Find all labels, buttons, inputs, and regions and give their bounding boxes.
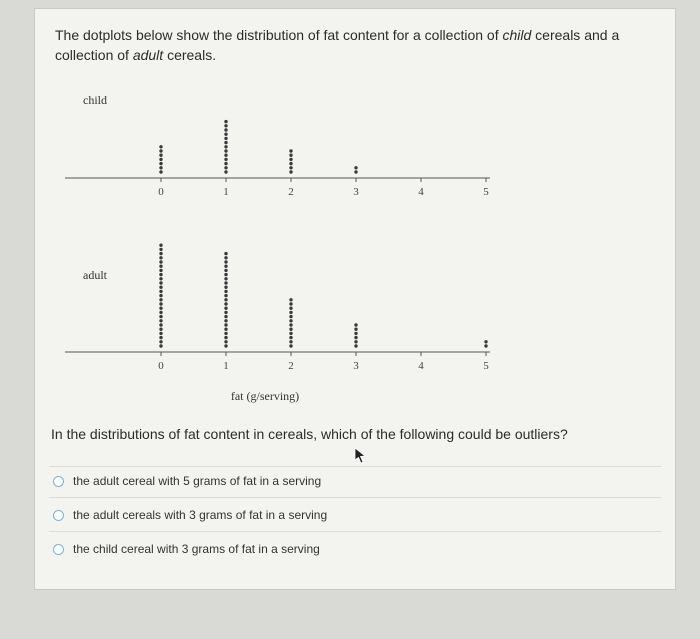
divider xyxy=(49,531,661,532)
dot-adult-1 xyxy=(224,344,227,347)
dot-child-1 xyxy=(224,128,227,131)
dot-adult-0 xyxy=(159,252,162,255)
option-child-3[interactable] xyxy=(53,537,320,561)
series-label-child: child xyxy=(83,93,107,107)
dot-child-3 xyxy=(354,166,357,169)
dot-child-1 xyxy=(224,166,227,169)
tick-label: 5 xyxy=(483,186,489,198)
tick-label: 1 xyxy=(223,360,229,372)
dot-adult-0 xyxy=(159,332,162,335)
dot-child-2 xyxy=(289,162,292,165)
mouse-cursor-icon xyxy=(353,447,367,465)
dot-adult-0 xyxy=(159,307,162,310)
dot-adult-1 xyxy=(224,319,227,322)
dot-adult-0 xyxy=(159,269,162,272)
dot-adult-1 xyxy=(224,311,227,314)
dot-child-2 xyxy=(289,158,292,161)
dot-adult-2 xyxy=(289,298,292,301)
prompt-emphasis-adult: adult xyxy=(132,47,164,63)
divider xyxy=(49,497,661,498)
dot-child-1 xyxy=(224,133,227,136)
divider xyxy=(49,466,661,467)
dot-adult-0 xyxy=(159,302,162,305)
question-text: In the distributions of fat content in cereals, which of the following could be outliers? xyxy=(51,426,568,442)
dot-adult-2 xyxy=(289,307,292,310)
dot-adult-1 xyxy=(224,256,227,259)
dot-child-2 xyxy=(289,170,292,173)
prompt-part: cereals and a collection of xyxy=(55,27,620,63)
dot-adult-1 xyxy=(224,328,227,331)
dot-adult-5 xyxy=(484,340,487,343)
dot-adult-0 xyxy=(159,290,162,293)
dot-adult-0 xyxy=(159,281,162,284)
radio-button[interactable] xyxy=(53,544,64,555)
x-axis-label: fat (g/serving) xyxy=(230,389,300,403)
dot-adult-2 xyxy=(289,311,292,314)
dot-adult-0 xyxy=(159,248,162,251)
dot-adult-2 xyxy=(289,323,292,326)
dot-child-1 xyxy=(224,145,227,148)
dot-adult-1 xyxy=(224,281,227,284)
dot-adult-0 xyxy=(159,277,162,280)
dot-adult-1 xyxy=(224,269,227,272)
dot-adult-1 xyxy=(224,332,227,335)
dot-adult-1 xyxy=(224,302,227,305)
dot-adult-1 xyxy=(224,340,227,343)
dot-child-1 xyxy=(224,120,227,123)
dot-child-3 xyxy=(354,170,357,173)
prompt-part: cereals. xyxy=(163,47,217,63)
dot-adult-1 xyxy=(224,323,227,326)
dot-adult-3 xyxy=(354,328,357,331)
option-label: the adult cereal with 5 grams of fat in a serving xyxy=(73,474,322,488)
dot-adult-0 xyxy=(159,340,162,343)
dot-adult-1 xyxy=(224,336,227,339)
tick-label: 3 xyxy=(353,360,359,372)
dot-child-1 xyxy=(224,149,227,152)
dot-adult-2 xyxy=(289,344,292,347)
dot-adult-0 xyxy=(159,328,162,331)
option-adult-3[interactable] xyxy=(53,503,327,527)
dot-adult-2 xyxy=(289,340,292,343)
tick-label: 4 xyxy=(418,360,424,372)
dot-child-2 xyxy=(289,154,292,157)
tick-label: 2 xyxy=(288,186,294,198)
dot-child-0 xyxy=(159,166,162,169)
dotplot-chart xyxy=(35,9,675,429)
dot-adult-1 xyxy=(224,273,227,276)
option-label: the child cereal with 3 grams of fat in a serving xyxy=(73,542,320,556)
dot-adult-3 xyxy=(354,344,357,347)
prompt-part: The dotplots below show the distribution of fat content for a collection of xyxy=(55,27,503,43)
dot-adult-0 xyxy=(159,244,162,247)
dot-adult-3 xyxy=(354,336,357,339)
dot-adult-2 xyxy=(289,315,292,318)
dot-child-1 xyxy=(224,162,227,165)
dot-adult-0 xyxy=(159,336,162,339)
dot-adult-1 xyxy=(224,307,227,310)
dot-adult-2 xyxy=(289,302,292,305)
dot-adult-0 xyxy=(159,265,162,268)
dot-adult-3 xyxy=(354,340,357,343)
dot-adult-2 xyxy=(289,336,292,339)
dot-child-2 xyxy=(289,149,292,152)
dot-adult-0 xyxy=(159,298,162,301)
dot-child-2 xyxy=(289,166,292,169)
dot-child-1 xyxy=(224,137,227,140)
dot-adult-2 xyxy=(289,319,292,322)
series-label-adult: adult xyxy=(83,268,107,282)
dot-adult-0 xyxy=(159,344,162,347)
tick-label: 0 xyxy=(158,360,164,372)
dot-child-0 xyxy=(159,162,162,165)
tick-label: 1 xyxy=(223,186,229,198)
radio-button[interactable] xyxy=(53,476,64,487)
dot-child-1 xyxy=(224,154,227,157)
radio-button[interactable] xyxy=(53,510,64,521)
tick-label: 2 xyxy=(288,360,294,372)
dot-adult-3 xyxy=(354,323,357,326)
dot-child-1 xyxy=(224,170,227,173)
dot-adult-1 xyxy=(224,286,227,289)
dot-adult-0 xyxy=(159,294,162,297)
dot-adult-2 xyxy=(289,332,292,335)
dot-child-1 xyxy=(224,124,227,127)
dot-child-1 xyxy=(224,141,227,144)
dot-adult-1 xyxy=(224,315,227,318)
dot-child-1 xyxy=(224,158,227,161)
dot-child-0 xyxy=(159,154,162,157)
tick-label: 4 xyxy=(418,186,424,198)
dot-adult-0 xyxy=(159,256,162,259)
dot-adult-0 xyxy=(159,273,162,276)
dot-child-0 xyxy=(159,149,162,152)
prompt-emphasis-child: child xyxy=(502,27,532,43)
option-adult-5[interactable] xyxy=(53,469,321,493)
dot-child-0 xyxy=(159,158,162,161)
dot-adult-0 xyxy=(159,323,162,326)
dot-adult-1 xyxy=(224,252,227,255)
dot-adult-1 xyxy=(224,260,227,263)
tick-label: 5 xyxy=(483,360,489,372)
dot-child-0 xyxy=(159,145,162,148)
dot-adult-0 xyxy=(159,311,162,314)
dot-adult-3 xyxy=(354,332,357,335)
dot-adult-0 xyxy=(159,319,162,322)
dot-adult-1 xyxy=(224,294,227,297)
dot-adult-0 xyxy=(159,315,162,318)
dot-adult-2 xyxy=(289,328,292,331)
option-label: the adult cereals with 3 grams of fat in a serving xyxy=(73,508,328,522)
dot-child-0 xyxy=(159,170,162,173)
dot-adult-1 xyxy=(224,265,227,268)
dot-adult-1 xyxy=(224,298,227,301)
dot-adult-0 xyxy=(159,260,162,263)
dot-adult-0 xyxy=(159,286,162,289)
question-card xyxy=(34,8,676,590)
tick-label: 0 xyxy=(158,186,164,198)
tick-label: 3 xyxy=(353,186,359,198)
dot-adult-1 xyxy=(224,290,227,293)
dot-adult-5 xyxy=(484,344,487,347)
dot-adult-1 xyxy=(224,277,227,280)
